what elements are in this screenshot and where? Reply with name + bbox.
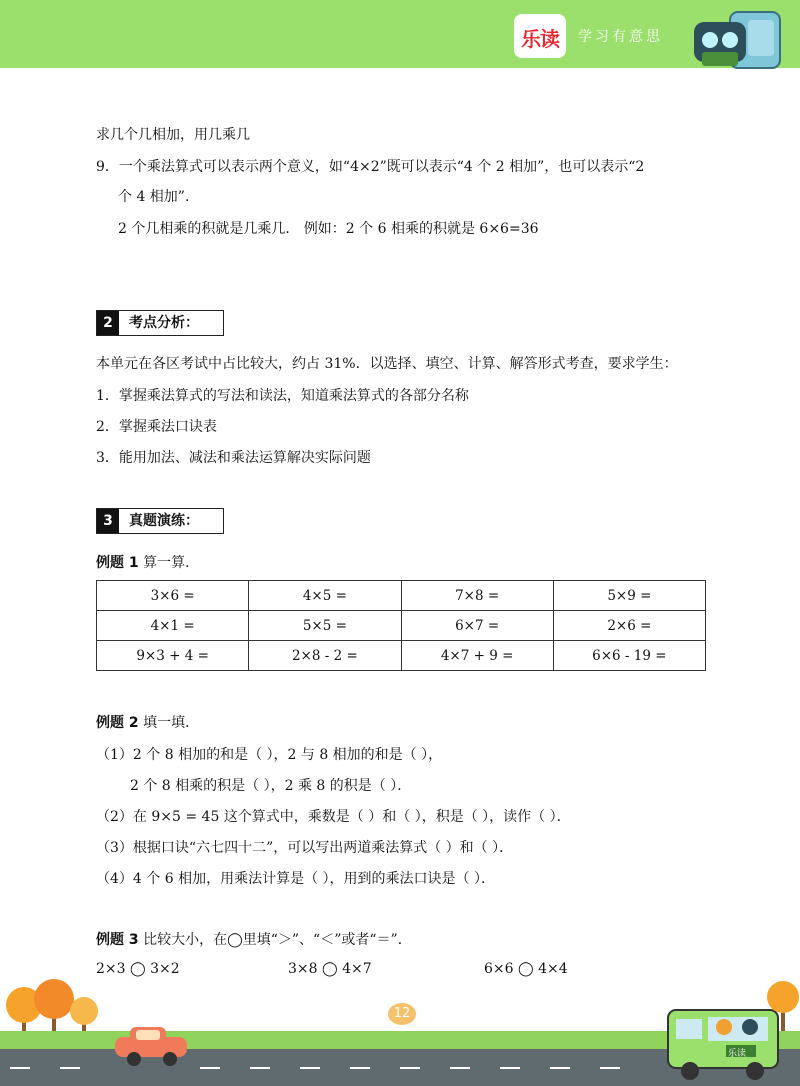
table-cell: 4×5 = xyxy=(249,581,401,611)
table-cell: 7×8 = xyxy=(401,581,553,611)
table-cell: 2×8 - 2 = xyxy=(249,641,401,671)
robot-mascot-icon xyxy=(690,8,790,72)
fill-question: （4）4 个 6 相加，用乘法计算是（ ），用到的乘法口诀是（ ）． xyxy=(96,871,495,887)
example-1-label: 例题 1 xyxy=(96,555,139,571)
table-cell: 4×1 = xyxy=(97,611,249,641)
intro-line-2: 9．一个乘法算式可以表示两个意义，如“4×2”既可以表示“4 个 2 相加”，也可以表示“2 xyxy=(96,159,645,175)
example-3-text: 比较大小，在◯里填“＞”、“＜”或者“＝”． xyxy=(143,932,412,948)
bus-sign: 乐读 xyxy=(728,1049,747,1059)
table-row xyxy=(97,581,706,611)
fill-question: （2）在 9×5 = 45 这个算式中，乘数是（ ）和（ ），积是（ ），读作（ ）． xyxy=(96,809,571,825)
table-cell: 2×6 = xyxy=(553,611,705,641)
example-1-heading xyxy=(96,552,199,572)
section-2-number: 2 xyxy=(97,311,119,335)
compare-item: 2×3 ◯ 3×2 xyxy=(96,961,180,977)
table-row xyxy=(97,611,706,641)
table-cell: 3×6 = xyxy=(97,581,249,611)
intro-line-1: 求几个几相加，用几乘几 xyxy=(96,127,250,143)
example-3-label: 例题 3 xyxy=(96,932,139,948)
table-cell: 5×5 = xyxy=(249,611,401,641)
section-3-number: 3 xyxy=(97,509,119,533)
intro-line-4: 2 个几相乘的积就是几乘几． 例如：2 个 6 相乘的积就是 6×6=36 xyxy=(118,221,539,237)
fill-question: （1）2 个 8 相加的和是（ ），2 与 8 相加的和是（ ）， xyxy=(96,747,443,763)
example-3-heading xyxy=(96,929,412,949)
section-3-title: 真题演练： xyxy=(129,513,199,529)
slogan: 学习有意思 xyxy=(578,29,663,45)
analysis-line: 3．能用加法、减法和乘法运算解决实际问题 xyxy=(96,450,371,466)
example-2-label: 例题 2 xyxy=(96,715,139,731)
analysis-line: 2．掌握乘法口诀表 xyxy=(96,419,217,435)
calc-table xyxy=(96,580,706,671)
brand-logo xyxy=(514,14,566,58)
header-band xyxy=(0,0,800,68)
footer-illustration xyxy=(0,975,800,1086)
intro-line-3: 个 4 相加”． xyxy=(118,189,199,205)
page-number: 12 xyxy=(388,1003,416,1025)
example-2-text: 填一填． xyxy=(143,715,200,731)
table-cell: 4×7 + 9 = xyxy=(401,641,553,671)
compare-item: 6×6 ◯ 4×4 xyxy=(484,961,568,977)
analysis-line: 本单元在各区考试中占比较大，约占 31%．以选择、填空、计算、解答形式考查，要求学生： xyxy=(96,356,678,372)
table-cell: 6×6 - 19 = xyxy=(553,641,705,671)
fill-question: 2 个 8 相乘的积是（ ），2 乘 8 的积是（ ）． xyxy=(130,778,412,794)
table-cell: 9×3 + 4 = xyxy=(97,641,249,671)
section-3-header xyxy=(96,508,224,534)
section-2-header xyxy=(96,310,224,336)
example-2-heading xyxy=(96,712,199,732)
table-cell: 5×9 = xyxy=(553,581,705,611)
table-cell: 6×7 = xyxy=(401,611,553,641)
section-2-title: 考点分析： xyxy=(129,315,199,331)
fill-question: （3）根据口诀“六七四十二”，可以写出两道乘法算式（ ）和（ ）． xyxy=(96,840,514,856)
table-row xyxy=(97,641,706,671)
brand-logo-text: 乐读 xyxy=(521,27,559,51)
analysis-line: 1．掌握乘法算式的写法和读法，知道乘法算式的各部分名称 xyxy=(96,388,469,404)
example-1-text: 算一算． xyxy=(143,555,200,571)
compare-item: 3×8 ◯ 4×7 xyxy=(288,961,372,977)
